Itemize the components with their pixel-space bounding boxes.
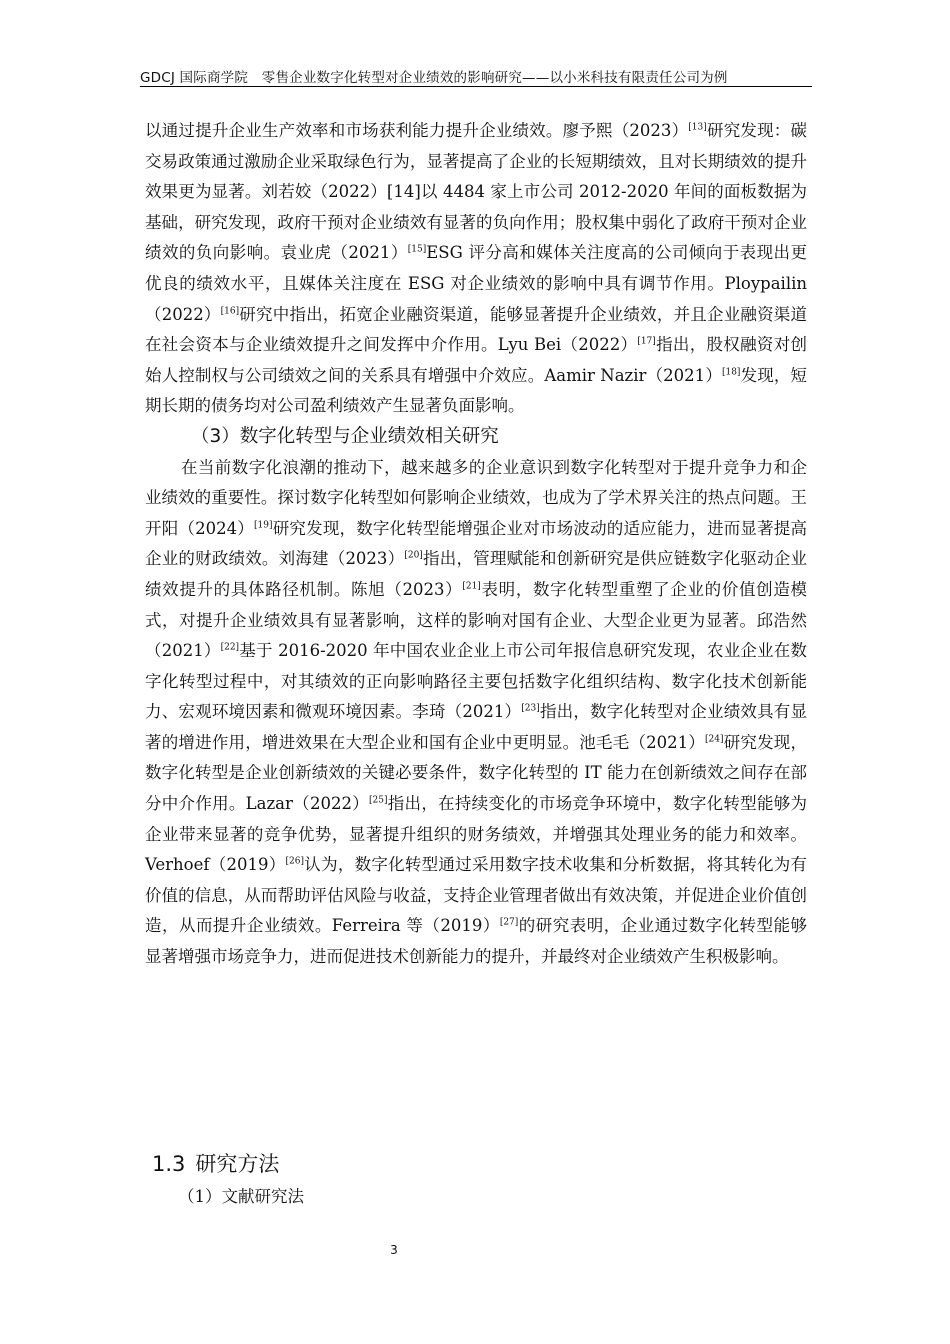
- text-run: 以通过提升企业生产效率和市场获利能力提升企业绩效。廖予熙（2023）: [145, 121, 689, 140]
- citation-marker: [22]: [220, 642, 240, 653]
- text-run: 研究发现，数字化转型是企业创新绩效的关键必要条件，数字化转型的 IT 能力在创新绩效之间存在部分中介作用。Lazar（2022）: [145, 732, 807, 814]
- citation-marker: [26]: [285, 856, 305, 867]
- citation-marker: [19]: [254, 520, 273, 531]
- text-run: 研究发现，数字化转型能增强企业对市场波动的适应能力，进而显著提高企业的财政绩效。刘海建（2023）: [145, 518, 807, 569]
- section-heading-3: （3）数字化转型与企业绩效相关研究: [191, 425, 499, 447]
- paragraph-2: [145, 453, 807, 973]
- citation-marker: [15]: [407, 244, 427, 255]
- header-rule: [140, 86, 812, 87]
- section-number: 1.3: [152, 1152, 186, 1176]
- running-header: GDCJ 国际商学院 零售企业数字化转型对企业绩效的影响研究——以小米科技有限责任公司为例: [140, 70, 728, 86]
- citation-marker: [16]: [220, 306, 240, 317]
- text-run: 表明，数字化转型重塑了企业的价值创造模式，对提升企业绩效具有显著影响，这样的影响对国有企业、大型企业更为显著。邱浩然（2021）: [145, 579, 808, 661]
- subsection-heading: （1）文献研究法: [178, 1187, 304, 1206]
- citation-marker: [21]: [462, 581, 481, 592]
- citation-marker: [17]: [637, 336, 656, 347]
- text-run: ESG 评分高和媒体关注度高的公司倾向于表现出更优良的绩效水平，且媒体关注度在 ESG 对企业绩效的影响中具有调节作用。Ploypailin（2022）: [145, 243, 807, 324]
- text-run: 研究发现：碳交易政策通过激励企业采取绿色行为，显著提高了企业的长短期绩效，且对长期绩效的提升效果更为显著。刘若姣（2022）[14]以 4484 家上市公司 2012-2020 年间的面板数据为基础，研究发现，政府干预对企业绩效有显著的负向作用；股权集中弱化了政府干预对企业绩效的负向影响。袁业虎（2021）: [145, 121, 807, 263]
- text-run: 的研究表明，企业通过数字化转型能够显著增强市场竞争力，进而促进技术创新能力的提升，并最终对企业绩效产生积极影响。: [145, 916, 807, 967]
- section-heading-1-3: [152, 1148, 279, 1178]
- text-run: 在当前数字化浪潮的推动下，越来越多的企业意识到数字化转型对于提升竞争力和企业绩效的重要性。探讨数字化转型如何影响企业绩效，也成为了学术界关注的热点问题。王开阳（2024）: [145, 457, 807, 538]
- citation-marker: [18]: [721, 367, 741, 378]
- citation-marker: [27]: [499, 917, 519, 928]
- text-run: 发现，短期长期的债务均对公司盈利绩效产生显著负面影响。: [145, 365, 808, 416]
- section-title: 研究方法: [195, 1152, 280, 1176]
- text-run: 研究中指出，拓宽企业融资渠道，能够显著提升企业绩效，并且企业融资渠道在社会资本与企业绩效提升之间发挥中介作用。Lyu Bei（2022）: [145, 304, 807, 355]
- citation-marker: [20]: [404, 550, 423, 561]
- text-run: 认为，数字化转型通过采用数字技术收集和分析数据，将其转化为有价值的信息，从而帮助评估风险与收益，支持企业管理者做出有效决策，并促进企业价值创造，从而提升企业绩效。Ferreira 等（2019）: [145, 855, 807, 936]
- paragraph-1: [145, 116, 807, 422]
- body-text: [145, 116, 807, 973]
- text-run: 指出，股权融资对创始人控制权与公司绩效之间的关系具有增强中介效应。Aamir Nazir（2021）: [145, 335, 807, 385]
- text-run: 指出，数字化转型对企业绩效具有显著的增进作用，增进效果在大型企业和国有企业中更明显。池毛毛（2021）: [145, 702, 807, 752]
- citation-marker: [13]: [688, 122, 707, 133]
- text-run: 指出，管理赋能和创新研究是供应链数字化驱动企业绩效提升的具体路径机制。陈旭（2023）: [145, 549, 807, 599]
- citation-marker: [23]: [521, 703, 540, 714]
- text-run: 基于 2016-2020 年中国农业企业上市公司年报信息研究发现，农业企业在数字化转型过程中，对其绩效的正向影响路径主要包括数字化组织结构、数字化技术创新能力、宏观环境因素和微观环境因素。李琦（2021）: [145, 641, 807, 722]
- page-number: 3: [390, 1243, 398, 1257]
- citation-marker: [25]: [369, 795, 388, 806]
- text-run: 指出，在持续变化的市场竞争环境中，数字化转型能够为企业带来显著的竞争优势，显著提升组织的财务绩效，并增强其处理业务的能力和效率。Verhoef（2019）: [145, 794, 808, 875]
- citation-marker: [24]: [705, 734, 724, 745]
